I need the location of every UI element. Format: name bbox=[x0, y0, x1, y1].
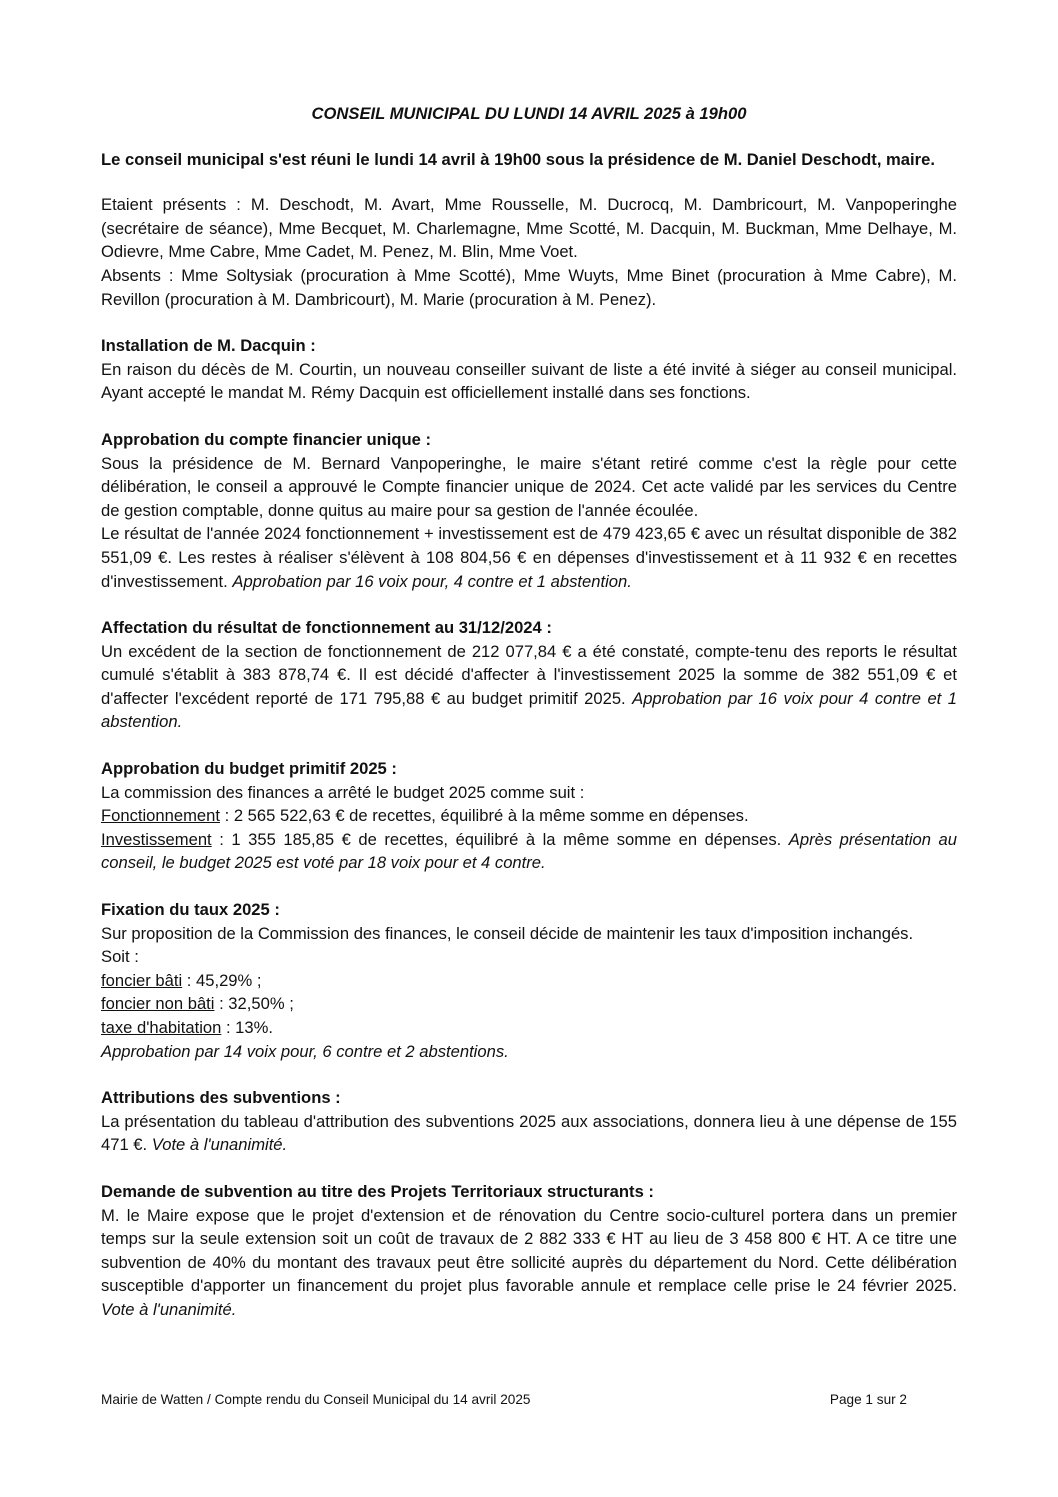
vote-result: Approbation par 14 voix pour, 6 contre et 2 abstentions. bbox=[101, 1041, 509, 1061]
section-affectation bbox=[101, 616, 957, 734]
section-demande-subvention bbox=[101, 1180, 957, 1322]
section-heading: Demande de subvention au titre des Projets Territoriaux structurants : bbox=[101, 1181, 654, 1201]
section-installation bbox=[101, 334, 957, 405]
section-compte-financier bbox=[101, 428, 957, 593]
section-heading: Approbation du budget primitif 2025 : bbox=[101, 759, 397, 779]
demande-text: M. le Maire expose que le projet d'extension et de rénovation du Centre socio-culturel portera dans un premier temps sur la seule extension soit un coût de travaux de 2 882 333 € HT au lieu de 3 458 800 € HT. A ce titre une subvention de 40% du montant des travaux peut être sollicité auprès du département du Nord. Cette délibération susceptible d'apporter un financement du projet plus favorable annule et remplace celle prise le 24 février 2025. bbox=[101, 1205, 957, 1296]
attendance-section bbox=[101, 193, 957, 311]
section-heading: Approbation du compte financier unique : bbox=[101, 429, 432, 449]
section-text-result bbox=[101, 522, 957, 593]
budget-fonctionnement bbox=[101, 804, 957, 828]
present-members: Etaient présents : M. Deschodt, M. Avart, Mme Rousselle, M. Ducrocq, M. Dambricourt, M. Vanpoperinghe (secrétaire de séance), Mme Becquet, M. Charlemagne, Mme Scotté, M. Dacquin, M. Buckman, Mme Delhaye, M. Odievre, Mme Cabre, Mme Cadet, M. Penez, M. Blin, Mme Voet. bbox=[101, 195, 957, 262]
section-subventions bbox=[101, 1086, 957, 1157]
rate-item bbox=[101, 1016, 957, 1040]
vote-result: Après présentation au conseil, le budget 2025 est voté par 18 voix pour et 4 contre. bbox=[101, 829, 957, 873]
section-heading: Attributions des subventions : bbox=[101, 1088, 341, 1108]
page-title: CONSEIL MUNICIPAL DU LUNDI 14 AVRIL 2025 à 19h00 bbox=[311, 104, 747, 123]
rate-item bbox=[101, 969, 957, 993]
fonctionnement-value: : 2 565 522,63 € de recettes, équilibré à la même somme en dépenses. bbox=[220, 806, 749, 826]
section-text: Sous la présidence de M. Bernard Vanpoperinghe, le maire s'étant retiré comme c'est la règle pour cette délibération, le conseil a approuvé le Compte financier unique de 2024. Cet acte validé par les services du Centre de gestion comptable, donne quitus au maire pour sa gestion de l'année écoulée. bbox=[101, 453, 957, 520]
section-heading: Installation de M. Dacquin : bbox=[101, 336, 316, 356]
section-text: Sur proposition de la Commission des finances, le conseil décide de maintenir les taux d'imposition inchangés. bbox=[101, 923, 914, 943]
rate-label: foncier bâti bbox=[101, 970, 183, 990]
soit-label: Soit : bbox=[101, 947, 139, 967]
section-text bbox=[101, 1110, 957, 1157]
vote-result: Vote à l'unanimité. bbox=[151, 1135, 288, 1155]
document-page bbox=[101, 102, 957, 1345]
section-taux bbox=[101, 898, 957, 1063]
fonctionnement-label: Fonctionnement bbox=[101, 806, 220, 826]
investissement-value: : 1 355 185,85 € de recettes, équilibré à la même somme en dépenses. bbox=[211, 829, 782, 849]
section-heading: Fixation du taux 2025 : bbox=[101, 900, 280, 920]
rate-label: taxe d'habitation bbox=[101, 1018, 222, 1037]
vote-result: Approbation par 16 voix pour, 4 contre et 1 abstention. bbox=[232, 571, 632, 591]
intro-paragraph: Le conseil municipal s'est réuni le lundi 14 avril à 19h00 sous la présidence de M. Daniel Deschodt, maire. bbox=[101, 149, 935, 169]
rate-label: foncier non bâti bbox=[101, 994, 215, 1014]
affectation-text: Un excédent de la section de fonctionnement de 212 077,84 € a été constaté, compte-tenu des reports le résultat cumulé s'établit à 383 878,74 €. Il est décidé d'affecter à l'investissement 2025 la somme de 382 551,09 € et d'affecter l'excédent reporté de 171 795,88 € au budget primitif 2025. bbox=[101, 641, 957, 708]
vote-result: Vote à l'unanimité. bbox=[101, 1299, 237, 1319]
budget-investissement bbox=[101, 828, 957, 875]
absent-members: Absents : Mme Soltysiak (procuration à Mme Scotté), Mme Wuyts, Mme Binet (procuration à Mme Cabre), M. Revillon (procuration à M. Dambricourt), M. Marie (procuration à M. Penez). bbox=[101, 265, 957, 309]
subventions-text: La présentation du tableau d'attribution des subventions 2025 aux associations, donnera lieu à une dépense de 155 471 €. bbox=[101, 1111, 957, 1155]
footer-source: Mairie de Watten / Compte rendu du Conseil Municipal du 14 avril 2025 bbox=[101, 1392, 531, 1407]
section-text bbox=[101, 1204, 957, 1322]
rate-item bbox=[101, 992, 957, 1016]
rate-value: : 32,50% ; bbox=[214, 994, 294, 1014]
section-heading: Affectation du résultat de fonctionnement au 31/12/2024 : bbox=[101, 618, 552, 638]
investissement-label: Investissement bbox=[101, 829, 212, 849]
section-text: En raison du décès de M. Courtin, un nouveau conseiller suivant de liste a été invité à siéger au conseil municipal. Ayant accepté le mandat M. Rémy Dacquin est officiellement installé dans ses fonctions. bbox=[101, 359, 957, 403]
page-footer bbox=[101, 1391, 907, 1409]
rate-value: : 13%. bbox=[221, 1018, 273, 1037]
rate-value: : 45,29% ; bbox=[182, 970, 262, 990]
result-text: Le résultat de l'année 2024 fonctionnement + investissement est de 479 423,65 € avec un résultat disponible de 382 551,09 €. Les restes à réaliser s'élèvent à 108 804,56 € en dépenses d'investissement et à 11 932 € en recettes d'investissement. bbox=[101, 524, 957, 591]
vote-result: Approbation par 16 voix pour 4 contre et 1 abstention. bbox=[101, 688, 957, 732]
section-text: La commission des finances a arrêté le budget 2025 comme suit : bbox=[101, 782, 585, 802]
page-number: Page 1 sur 2 bbox=[829, 1392, 907, 1407]
section-budget bbox=[101, 757, 957, 875]
section-text bbox=[101, 640, 957, 734]
